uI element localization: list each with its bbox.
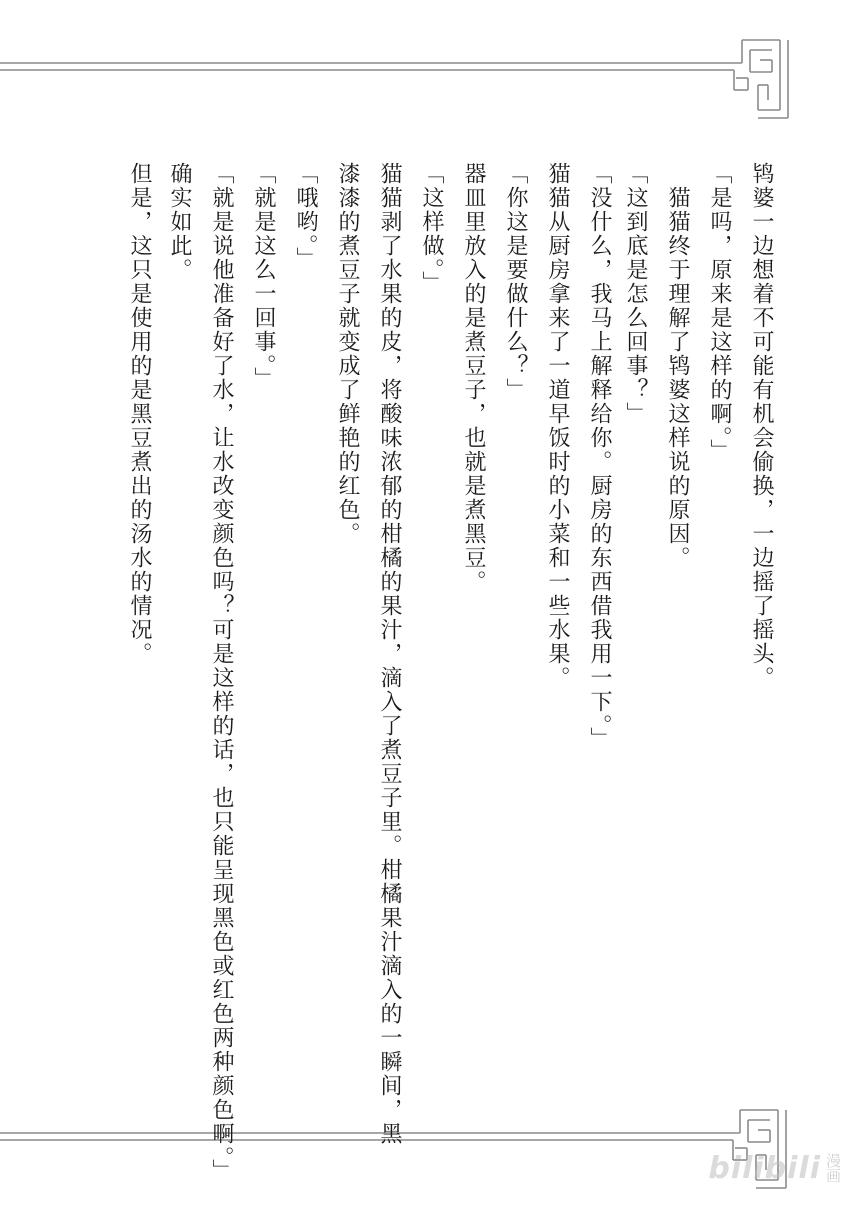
bilibili-watermark bbox=[690, 1143, 840, 1193]
text-line: 确实如此。 bbox=[167, 162, 192, 282]
text-line: 「这样做。」 bbox=[419, 162, 444, 295]
text-line: 「哦哟。」 bbox=[293, 162, 318, 271]
text-line: 器皿里放入的是煮豆子，也就是煮黑豆。 bbox=[461, 162, 486, 594]
text-line: 漆漆的煮豆子就变成了鲜艳的红色。 bbox=[335, 162, 360, 546]
watermark-side-text: 漫画 bbox=[824, 1153, 842, 1183]
text-line: 猫猫终于理解了鸨婆这样说的原因。 bbox=[665, 162, 690, 570]
top-border-ornament bbox=[0, 40, 788, 118]
text-line: 「就是这么一回事。」 bbox=[251, 162, 276, 391]
text-line: 「你这是要做什么？」 bbox=[503, 162, 528, 402]
text-line: 但是，这只是使用的是黑豆煮出的汤水的情况。 bbox=[127, 162, 152, 666]
watermark-logo-text: bilibili bbox=[708, 1150, 821, 1186]
text-line: 猫猫从厨房拿来了一道早饭时的小菜和一些水果。 bbox=[545, 162, 570, 690]
text-line: 「就是说他准备好了水，让水改变颜色吗？可是这样的话，也只能呈现黑色或红色两种颜色啊。」 bbox=[209, 162, 234, 1183]
text-line: 「没什么，我马上解释给你。厨房的东西借我用一下。」 bbox=[587, 162, 612, 751]
text-line: 「是吗，原来是这样的啊。」 bbox=[707, 162, 732, 463]
text-line: 鸨婆一边想着不可能有机会偷换，一边摇了摇头。 bbox=[749, 162, 774, 690]
text-line: 「这到底是怎么回事？」 bbox=[623, 162, 648, 426]
text-line: 猫猫剥了水果的皮，将酸味浓郁的柑橘的果汁，滴入了煮豆子里。柑橘果汁滴入的一瞬间，黑 bbox=[377, 162, 402, 1146]
